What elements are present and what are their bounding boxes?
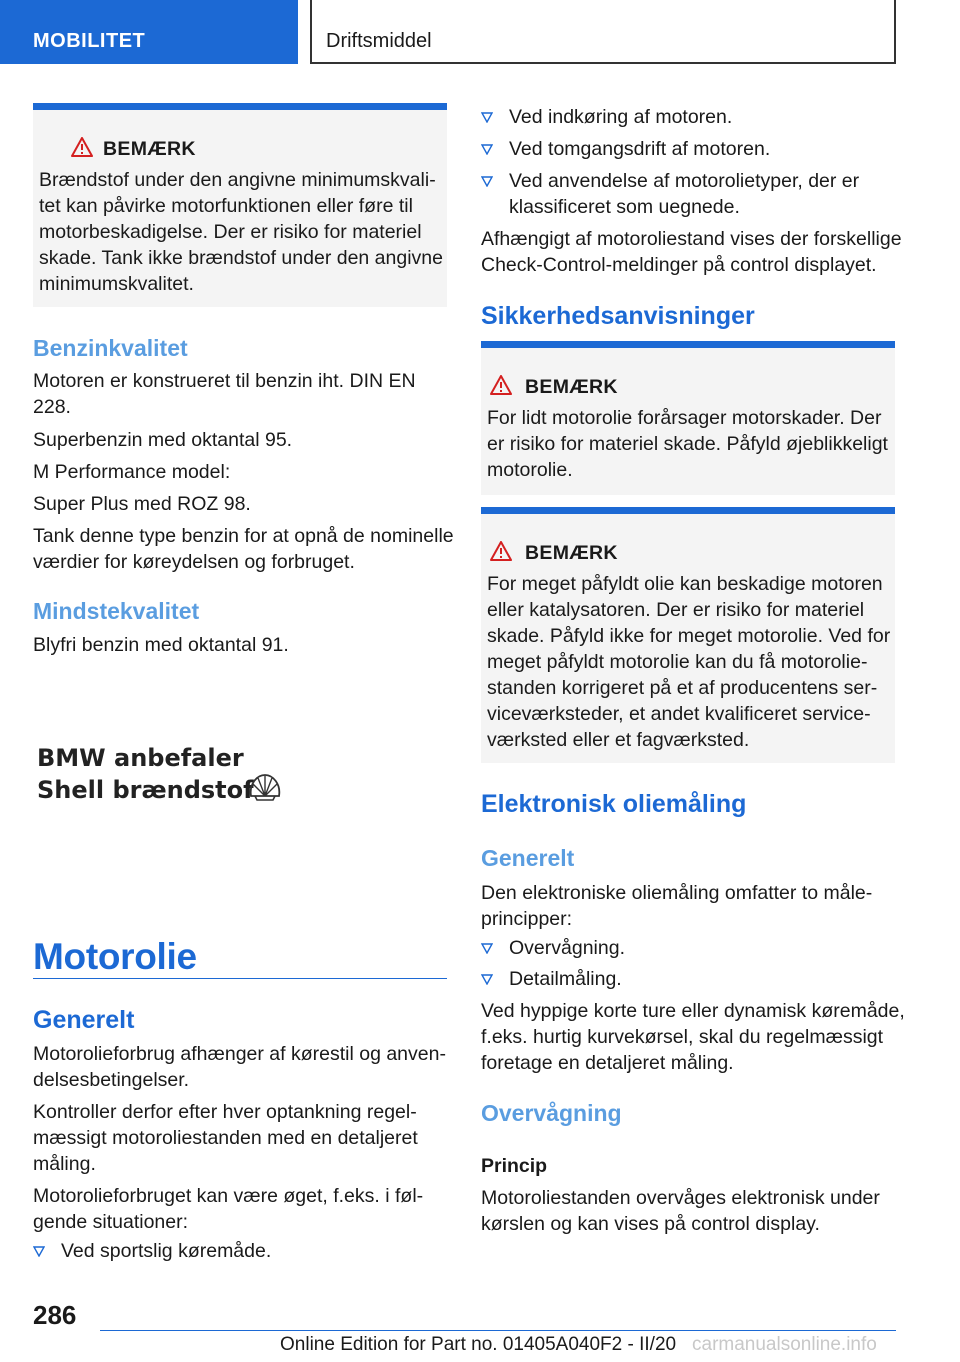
ad-line: Shell brændstof — [37, 776, 254, 804]
text-line: Afhængigt af motoroliestand vises der forskellige — [481, 228, 902, 250]
text-line: viceværksteder, et andet kvalificeret service- — [487, 703, 871, 725]
warning-title: BEMÆRK — [525, 376, 618, 398]
watermark: carmanualsonline.info — [692, 1334, 877, 1355]
text-line: motorolie. — [487, 459, 573, 481]
warning-title: BEMÆRK — [103, 138, 196, 160]
text-line: Check-Control-meldinger på control displayet. — [481, 254, 877, 276]
triangle-bullet-icon — [481, 974, 493, 985]
page-number: 286 — [33, 1300, 77, 1330]
warning-title: BEMÆRK — [525, 542, 618, 564]
text-line: eller katalysatoren. Der er risiko for materiel — [487, 599, 865, 621]
heading-sikkerhedsanvisninger: Sikkerhedsanvisninger — [481, 302, 755, 330]
princip-text — [481, 1185, 880, 1237]
text-line: Motoroliestanden overvåges elektronisk under — [481, 1187, 880, 1209]
generelt-text — [33, 1041, 446, 1235]
text-line: For meget påfyldt olie kan beskadige motoren — [487, 573, 883, 595]
text-line: værdier for køreydelsen og forbruget. — [33, 551, 355, 573]
warning-box-low-oil — [481, 341, 895, 495]
section-tab — [0, 0, 298, 64]
warning-text — [487, 405, 888, 483]
text-line: M Performance model: — [33, 461, 231, 483]
heading-motorolie: Motorolie — [33, 936, 197, 977]
ad-line: BMW anbefaler — [37, 744, 244, 772]
triangle-bullet-icon — [481, 176, 493, 187]
mindst-text: Blyfri benzin med oktantal 91. — [33, 634, 289, 656]
chapter-label: Driftsmiddel — [326, 30, 432, 52]
text-line: motorbeskadigelse. Der er risiko for materiel — [39, 221, 422, 243]
benzin-text — [33, 368, 454, 575]
text-line: For lidt motorolie forårsager motorskader. Der — [487, 407, 882, 429]
text-line: Den elektroniske oliemåling omfatter to måle- — [481, 882, 873, 904]
text-line: måling. — [33, 1153, 96, 1175]
text-line: Motoren er konstrueret til benzin iht. DIN EN — [33, 370, 416, 392]
list-item-text: Ved anvendelse af motorolietyper, der er — [509, 170, 860, 192]
text-line: gende situationer: — [33, 1211, 189, 1233]
afh-text — [481, 226, 902, 278]
text-line: Kontroller derfor efter hver optankning regel- — [33, 1101, 417, 1123]
text-line: standen korrigeret på et af producentens ser- — [487, 677, 878, 699]
warning-text — [39, 167, 443, 297]
triangle-bullet-icon — [481, 943, 493, 954]
text-line: delsesbetingelser. — [33, 1069, 190, 1091]
heading-mindstekvalitet: Mindstekvalitet — [33, 598, 200, 624]
warning-icon — [490, 375, 512, 395]
text-line: skade. Tank ikke brændstof under den angivne — [39, 247, 443, 269]
heading-benzinkvalitet: Benzinkvalitet — [33, 335, 188, 361]
text-line: er risiko for materiel skade. Påfyld øjeblikkeligt — [487, 433, 888, 455]
text-line: værksted eller et fagværksted. — [487, 729, 750, 751]
list-item-text: Detailmåling. — [509, 968, 622, 990]
text-line: Ved hyppige korte ture eller dynamisk køremåde, — [481, 1000, 905, 1022]
text-line: mæssigt motoroliestanden med en detaljeret — [33, 1127, 418, 1149]
warning-box-fuel — [33, 103, 447, 307]
label-princip: Princip — [481, 1155, 548, 1177]
gen2-text — [481, 880, 872, 932]
text-line: tet kan påvirke motorfunktionen eller føre til — [39, 195, 413, 217]
text-line: skade. Påfyld ikke for meget motorolie. Ved for — [487, 625, 891, 647]
footer-rule — [100, 1330, 896, 1331]
heading-rule — [33, 978, 447, 979]
list-item-text: Overvågning. — [509, 937, 625, 959]
list-item-text: klassificeret som uegnede. — [509, 196, 740, 218]
text-line: kørslen og kan vises på control display. — [481, 1213, 820, 1235]
text-line: Brændstof under den angivne minimumskvali- — [39, 169, 436, 191]
text-line: f.eks. hurtig kurvekørsel, skal du regelmæssigt — [481, 1026, 884, 1048]
hyppige-text — [481, 998, 905, 1076]
triangle-bullet-icon — [33, 1246, 45, 1257]
text-line: principper: — [481, 908, 573, 930]
text-line: Super Plus med ROZ 98. — [33, 493, 251, 515]
text-line: Motorolieforbrug afhænger af kørestil og anven- — [33, 1043, 446, 1065]
edition-note: Online Edition for Part no. 01405A040F2 - II/20 — [280, 1334, 677, 1355]
text-line: foretage en detaljeret måling. — [481, 1052, 734, 1074]
heading-generelt-2: Generelt — [481, 845, 575, 871]
warning-icon — [71, 137, 93, 157]
warning-box-overfill — [481, 507, 895, 763]
text-line: Superbenzin med oktantal 95. — [33, 429, 293, 451]
text-line: Tank denne type benzin for at opnå de nominelle — [33, 525, 454, 547]
heading-generelt: Generelt — [33, 1006, 135, 1034]
triangle-bullet-icon — [481, 112, 493, 123]
heading-elektronisk-oliemaaling: Elektronisk oliemåling — [481, 790, 747, 818]
warning-icon — [490, 541, 512, 561]
list-item-text: Ved indkøring af motoren. — [509, 106, 733, 128]
shell-logo-icon — [247, 772, 283, 802]
text-line: meget påfyldt motorolie kan du få motorolie- — [487, 651, 868, 673]
warning-text — [487, 571, 890, 753]
heading-overvaagning: Overvågning — [481, 1100, 622, 1126]
section-label: MOBILITET — [33, 30, 146, 52]
text-line: Motorolieforbruget kan være øget, f.eks. i føl- — [33, 1185, 424, 1207]
shell-advert — [37, 742, 254, 806]
list-item-text: Ved tomgangsdrift af motoren. — [509, 138, 771, 160]
triangle-bullet-icon — [481, 144, 493, 155]
text-line: 228. — [33, 396, 71, 418]
list-item-text: Ved sportslig køremåde. — [61, 1240, 272, 1262]
text-line: minimumskvalitet. — [39, 273, 194, 295]
chapter-box — [310, 0, 896, 64]
